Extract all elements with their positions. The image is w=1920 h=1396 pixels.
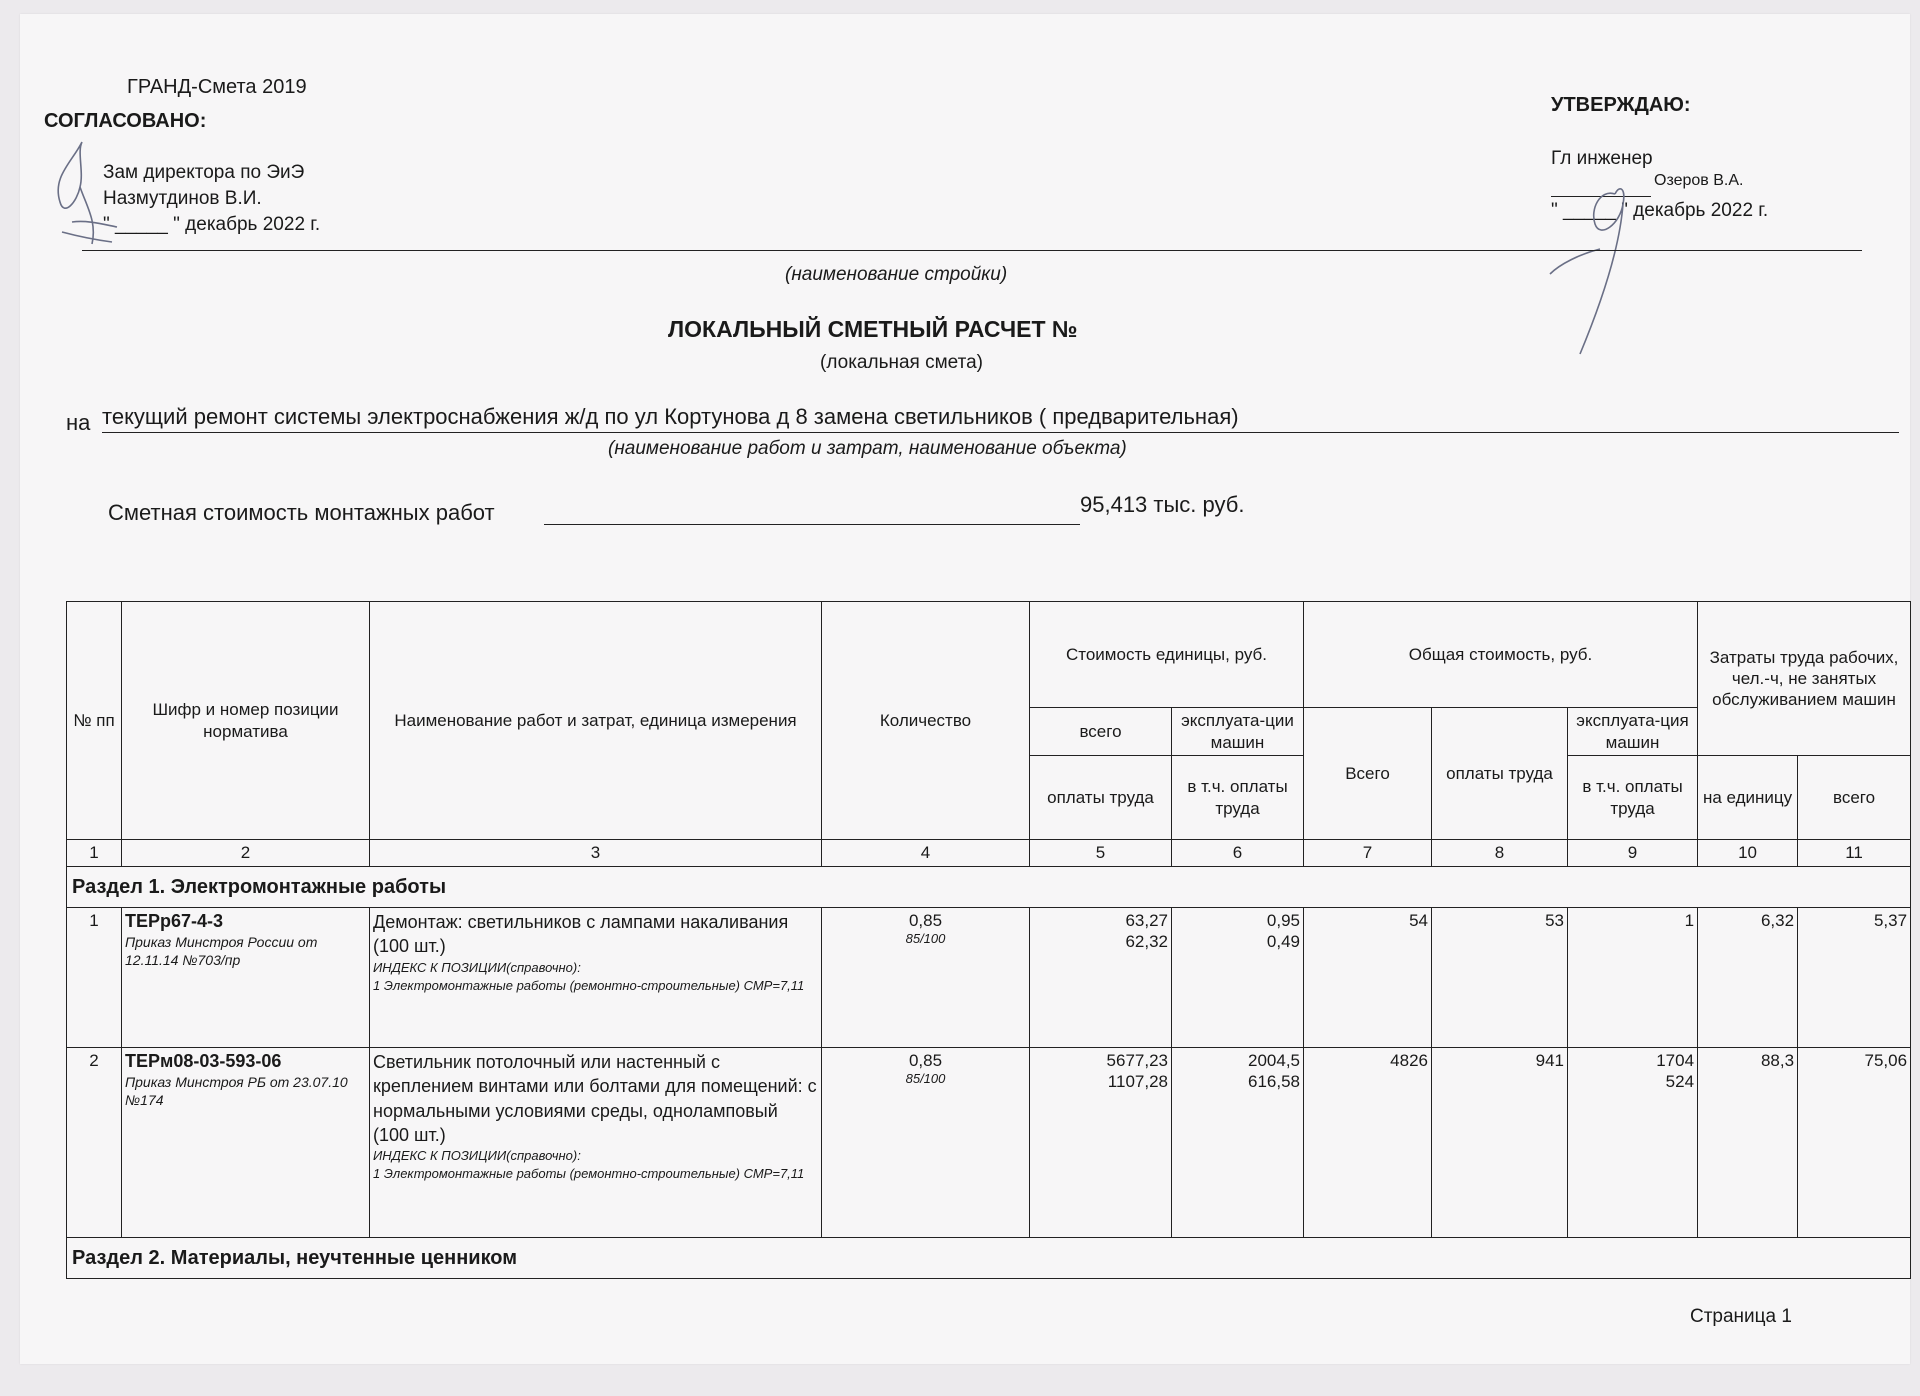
doc-title: ЛОКАЛЬНЫЙ СМЕТНЫЙ РАСЧЕТ № xyxy=(668,316,1078,342)
row-labor-per-unit: 88,3 xyxy=(1698,1048,1798,1238)
row-unit-machine-labor: 616,58 xyxy=(1248,1072,1300,1092)
header-unit-labor: оплаты труда xyxy=(1030,756,1172,840)
header-total-machine-labor: в т.ч. оплаты труда xyxy=(1568,756,1698,840)
col-number: 5 xyxy=(1030,840,1172,867)
header-labor-total: всего xyxy=(1798,756,1911,840)
row-total-labor: 53 xyxy=(1432,908,1568,1048)
header-unit-total: всего xyxy=(1030,708,1172,756)
row-unit-labor: 1107,28 xyxy=(1107,1072,1168,1092)
header-total-labor: оплаты труда xyxy=(1432,708,1568,840)
row-total-all: 54 xyxy=(1304,908,1432,1048)
row-total-machine-labor: 524 xyxy=(1665,1072,1695,1092)
row-index-title: ИНДЕКС К ПОЗИЦИИ(справочно): xyxy=(373,1148,581,1164)
row-labor-per-unit: 6,32 xyxy=(1698,908,1798,1048)
row-unit-machine: 2004,5 xyxy=(1248,1051,1300,1070)
header-code: Шифр и номер позиции норматива xyxy=(122,602,370,840)
row-code: ТЕРм08-03-593-06 xyxy=(125,1051,282,1071)
row-unit-labor: 62,32 xyxy=(1125,932,1168,952)
column-numbers-row xyxy=(67,840,1911,867)
header-name: Наименование работ и затрат, единица измерения xyxy=(370,602,822,840)
page-number: Страница 1 xyxy=(1690,1306,1792,1327)
document-sheet xyxy=(20,14,1910,1364)
row-unit: (100 шт.) xyxy=(373,1124,446,1145)
cost-line xyxy=(544,524,1080,525)
col-number: 3 xyxy=(370,840,822,867)
approve-date: " _____ " декабрь 2022 г. xyxy=(1551,200,1769,221)
cost-value: 95,413 тыс. руб. xyxy=(1080,492,1245,517)
agreed-position: Зам директора по ЭиЭ xyxy=(103,162,305,183)
cost-label: Сметная стоимость монтажных работ xyxy=(108,500,495,525)
program-name: ГРАНД-Смета 2019 xyxy=(127,76,307,98)
construction-line xyxy=(82,250,1862,251)
col-number: 4 xyxy=(822,840,1030,867)
row-total-all: 4826 xyxy=(1304,1048,1432,1238)
row-unit: (100 шт.) xyxy=(373,936,446,957)
section-2-title: Раздел 2. Материалы, неучтенные ценником xyxy=(67,1238,1911,1279)
approve-title: УТВЕРЖДАЮ: xyxy=(1551,94,1691,116)
row-qty: 0,85 xyxy=(908,911,943,930)
signature-right xyxy=(1520,154,1650,364)
header-unit-machine: эксплуата-ции машин xyxy=(1172,708,1304,756)
header-unit-machine-labor: в т.ч. оплаты труда xyxy=(1172,756,1304,840)
row-unit-total: 5677,23 xyxy=(1106,1051,1168,1070)
row-unit-machine: 0,95 xyxy=(1266,911,1300,930)
agreed-title: СОГЛАСОВАНО: xyxy=(44,110,207,132)
row-labor-total: 75,06 xyxy=(1798,1048,1911,1238)
row-total-machine: 1 xyxy=(1684,911,1695,930)
row-unit-total: 63,27 xyxy=(1125,911,1168,930)
signature-left xyxy=(42,132,122,262)
object-name: текущий ремонт системы электроснабжения ж/д по ул Кортунова д 8 замена светильников ( предварительная) xyxy=(102,404,1239,429)
row-index-text: 1 Электромонтажные работы (ремонтно-строительные) СМР=7,11 xyxy=(373,1166,805,1182)
agreed-date: " _____ " декабрь 2022 г. xyxy=(103,214,321,235)
row-total-machine: 1704 xyxy=(1656,1051,1695,1070)
approve-position: Гл инженер xyxy=(1551,148,1653,169)
col-number: 2 xyxy=(122,840,370,867)
header-unit-cost: Стоимость единицы, руб. xyxy=(1030,602,1304,708)
col-number: 1 xyxy=(67,840,122,867)
object-prefix: на xyxy=(66,410,91,435)
row-index-title: ИНДЕКС К ПОЗИЦИИ(справочно): xyxy=(373,959,581,975)
header-total-all: Всего xyxy=(1304,708,1432,840)
row-order: Приказ Минстроя РБ от 23.07.10 №174 xyxy=(125,1073,348,1108)
object-line xyxy=(102,432,1899,433)
doc-subtitle: (локальная смета) xyxy=(820,352,983,373)
col-number: 9 xyxy=(1568,840,1698,867)
estimate-table xyxy=(66,601,1911,1279)
col-number: 6 xyxy=(1172,840,1304,867)
header-labor-per-unit: на единицу xyxy=(1698,756,1798,840)
header-qty: Количество xyxy=(822,602,1030,840)
table-row xyxy=(67,908,1911,1048)
row-name: Демонтаж: светильников с лампами накаливания xyxy=(373,912,789,932)
col-number: 8 xyxy=(1432,840,1568,867)
row-qty-note: 85/100 xyxy=(905,1071,946,1087)
row-qty: 0,85 xyxy=(908,1051,943,1070)
approve-person: Озеров В.А. xyxy=(1654,172,1744,189)
col-number: 7 xyxy=(1304,840,1432,867)
row-order: Приказ Минстроя России от 12.11.14 №703/пр xyxy=(125,933,318,968)
row-code: ТЕРр67-4-3 xyxy=(125,911,224,931)
row-name: Светильник потолочный или настенный с креплением винтами или болтами для помещений: с нормальными условиями среды, одноламповый xyxy=(373,1052,817,1121)
row-num: 2 xyxy=(67,1048,122,1238)
col-number: 10 xyxy=(1698,840,1798,867)
header-labor-costs: Затраты труда рабочих, чел.-ч, не занятых обслуживанием машин xyxy=(1698,602,1911,756)
row-qty-note: 85/100 xyxy=(905,931,946,947)
row-total-labor: 941 xyxy=(1432,1048,1568,1238)
header-total-machine: эксплуата-ция машин xyxy=(1568,708,1698,756)
header-total-cost: Общая стоимость, руб. xyxy=(1304,602,1698,708)
table-row xyxy=(67,1048,1911,1238)
row-index-text: 1 Электромонтажные работы (ремонтно-строительные) СМР=7,11 xyxy=(373,977,805,993)
construction-caption: (наименование стройки) xyxy=(785,264,1008,285)
row-labor-total: 5,37 xyxy=(1798,908,1911,1048)
row-unit-machine-labor: 0,49 xyxy=(1266,932,1300,952)
section-1-title: Раздел 1. Электромонтажные работы xyxy=(67,867,1911,908)
agreed-person: Назмутдинов В.И. xyxy=(103,188,262,209)
object-caption: (наименование работ и затрат, наименование объекта) xyxy=(608,438,1127,459)
header-num: № пп xyxy=(67,602,122,840)
col-number: 11 xyxy=(1798,840,1911,867)
row-num: 1 xyxy=(67,908,122,1048)
